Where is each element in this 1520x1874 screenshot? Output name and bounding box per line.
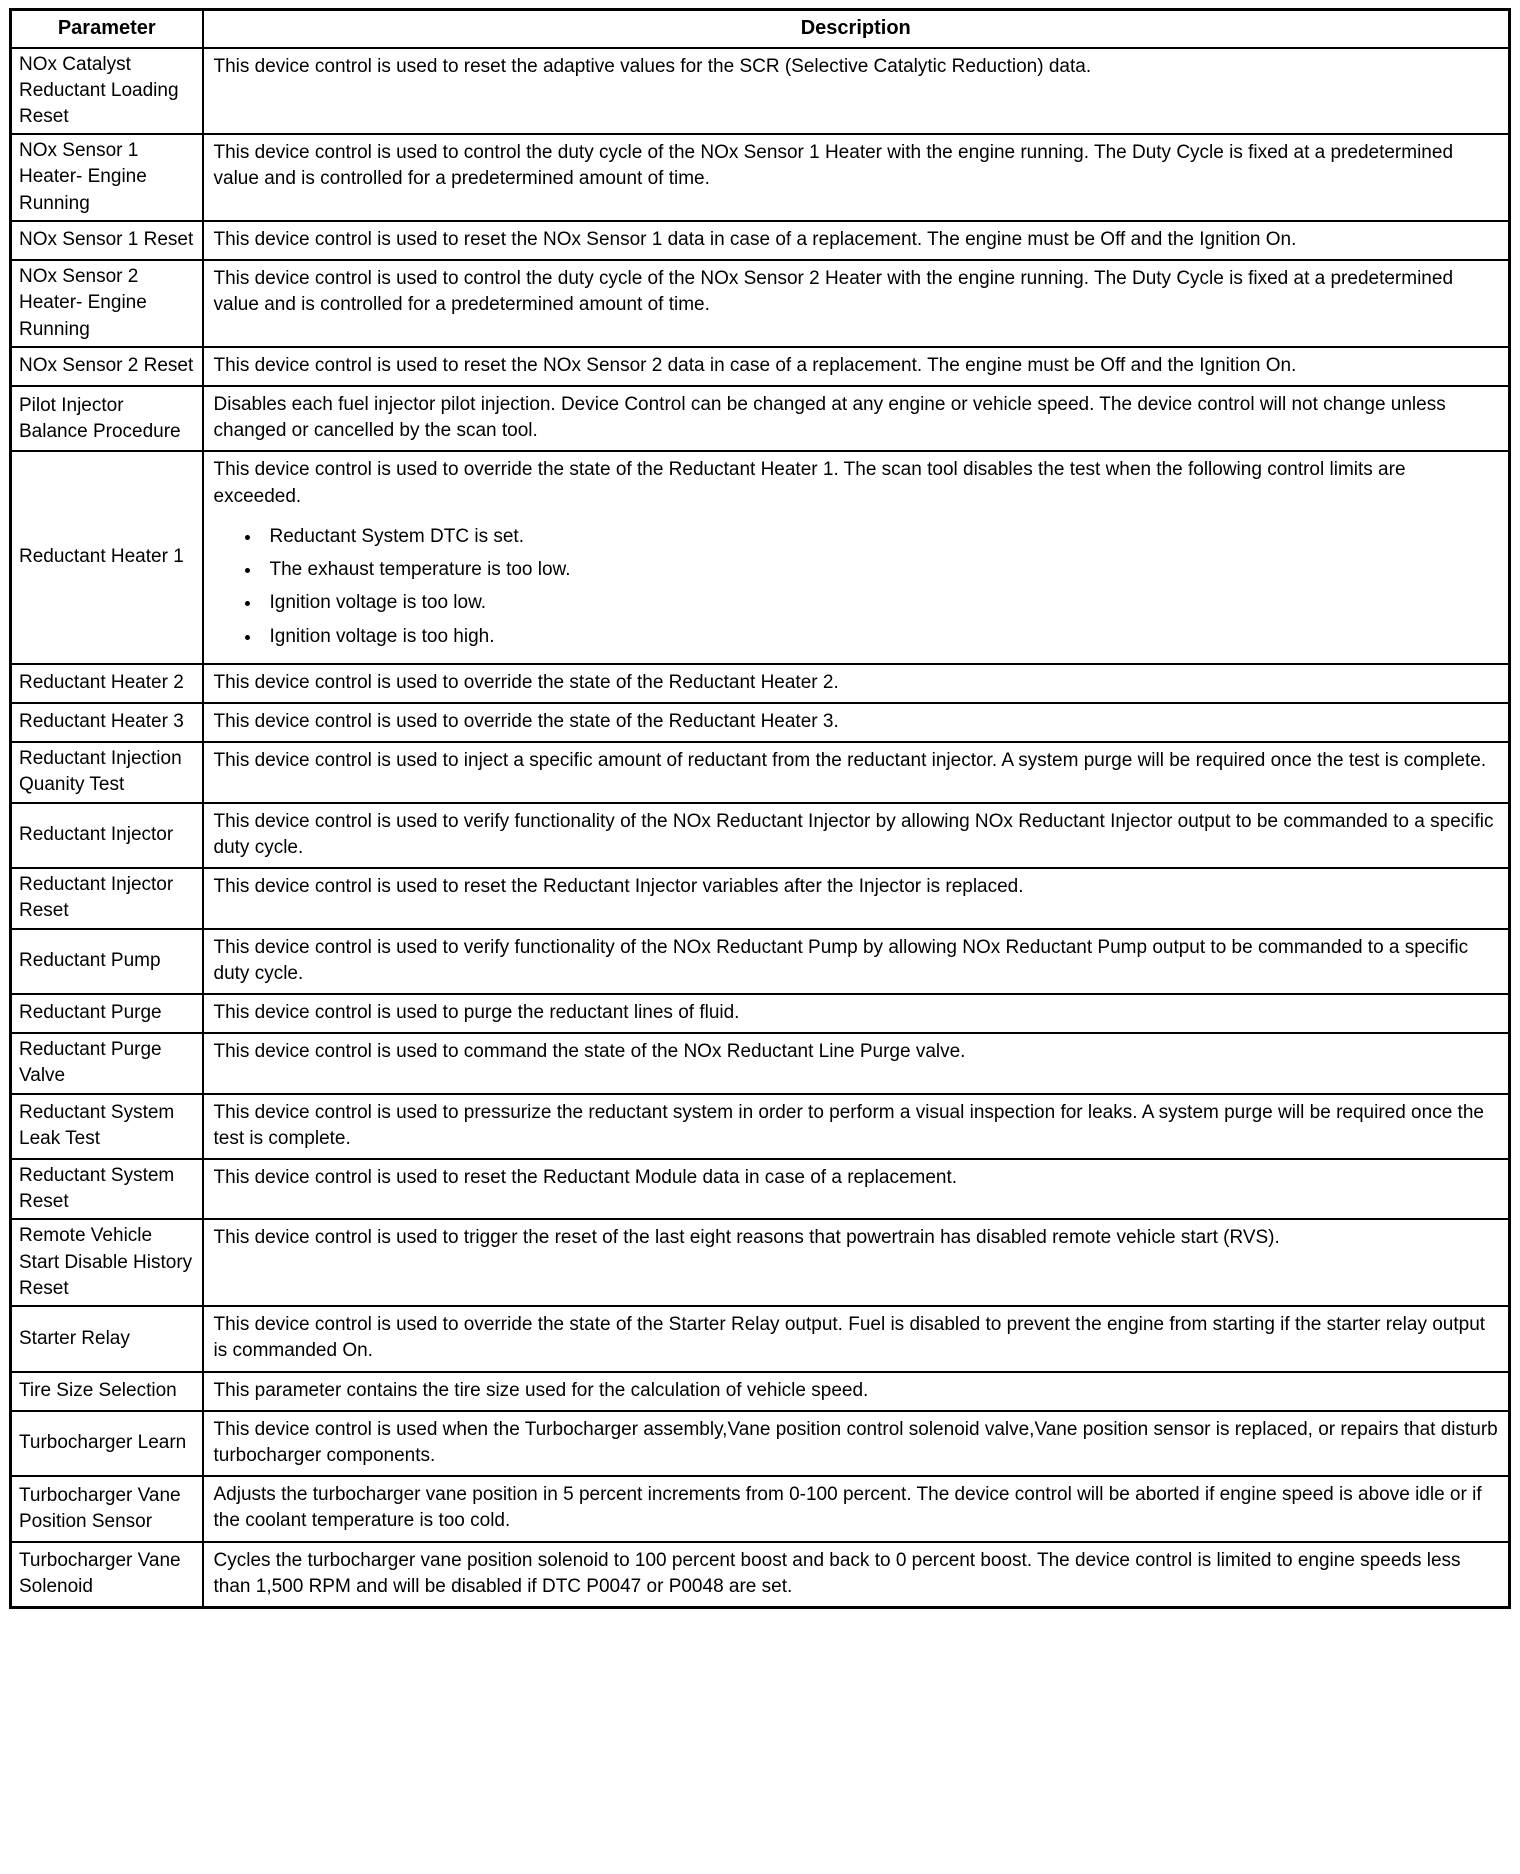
parameter-cell: Reductant Injector Reset	[11, 868, 203, 928]
description-cell	[203, 868, 1510, 928]
parameter-cell: Reductant System Leak Test	[11, 1094, 203, 1159]
parameter-cell: Reductant Pump	[11, 929, 203, 994]
description-text: This device control is used to reset the Reductant Injector variables after the Injector is replaced.	[213, 876, 1024, 898]
bullet-item: • Ignition voltage is too low.	[262, 590, 1499, 616]
bullet-item: • Reductant System DTC is set.	[262, 524, 1499, 550]
parameter-cell: Reductant Purge	[11, 994, 203, 1033]
description-text: This device control is used to override the state of the Reductant Heater 2.	[213, 671, 839, 693]
description-text: This device control is used to override the state of the Starter Relay output. Fuel is disabled to prevent the engine from starting if the starter relay output is commanded On.	[213, 1314, 1486, 1362]
table-row	[11, 221, 1510, 260]
description-text: This device control is used to verify functionality of the NOx Reductant Injector by allowing NOx Reductant Injector output to be commanded to a specific duty cycle.	[213, 810, 1494, 858]
table-row	[11, 1033, 1510, 1093]
header-row	[11, 10, 1510, 48]
description-text: Disables each fuel injector pilot injection. Device Control can be changed at any engine or vehicle speed. The device control will not change unless changed or cancelled by the scan tool.	[213, 394, 1446, 442]
table-row	[11, 260, 1510, 347]
table-row	[11, 1219, 1510, 1306]
parameter-column-header: Parameter	[11, 10, 203, 48]
description-text: Cycles the turbocharger vane position solenoid to 100 percent boost and back to 0 percent boost. The device control is limited to engine speeds less than 1,500 RPM and will be disabled if DTC P0047 or P0048 are set.	[213, 1549, 1461, 1597]
parameter-cell: Remote Vehicle Start Disable History Reset	[11, 1219, 203, 1306]
description-text: This device control is used to reset the NOx Sensor 1 data in case of a replacement. The engine must be Off and the Ignition On.	[213, 228, 1297, 250]
table-row	[11, 929, 1510, 994]
description-text: This device control is used to control the duty cycle of the NOx Sensor 2 Heater with the engine running. The Duty Cycle is fixed at a predetermined value and is controlled for a predetermined amount of time.	[213, 268, 1454, 316]
table-row	[11, 664, 1510, 703]
bullet-item: • The exhaust temperature is too low.	[262, 557, 1499, 583]
table-row	[11, 868, 1510, 928]
table-row	[11, 1372, 1510, 1411]
description-cell	[203, 260, 1510, 347]
parameter-cell: Pilot Injector Balance Procedure	[11, 386, 203, 451]
description-cell	[203, 1372, 1510, 1411]
table-row	[11, 994, 1510, 1033]
description-cell	[203, 48, 1510, 135]
description-cell	[203, 929, 1510, 994]
table-header	[11, 10, 1510, 48]
parameter-cell: Reductant Injector	[11, 803, 203, 868]
table-row	[11, 48, 1510, 135]
description-cell	[203, 1542, 1510, 1608]
description-cell	[203, 1411, 1510, 1476]
table-row	[11, 1542, 1510, 1608]
parameter-cell: Turbocharger Learn	[11, 1411, 203, 1476]
bullet-list	[214, 524, 1499, 650]
table-row	[11, 1094, 1510, 1159]
parameter-cell: NOx Sensor 1 Reset	[11, 221, 203, 260]
description-text: This device control is used to reset the NOx Sensor 2 data in case of a replacement. The engine must be Off and the Ignition On.	[213, 354, 1297, 376]
parameter-cell: Turbocharger Vane Solenoid	[11, 1542, 203, 1608]
table-row	[11, 1306, 1510, 1371]
description-cell	[203, 386, 1510, 451]
table-row	[11, 386, 1510, 451]
parameter-description-table	[9, 8, 1511, 1609]
description-text: This device control is used to control the duty cycle of the NOx Sensor 1 Heater with the engine running. The Duty Cycle is fixed at a predetermined value and is controlled for a predetermined amount of time.	[213, 142, 1454, 190]
parameter-cell: NOx Catalyst Reductant Loading Reset	[11, 48, 203, 135]
description-cell	[203, 1159, 1510, 1219]
description-cell	[203, 1476, 1510, 1541]
description-text: This device control is used to trigger the reset of the last eight reasons that powertrain has disabled remote vehicle start (RVS).	[213, 1227, 1280, 1249]
bullet-item: • Ignition voltage is too high.	[262, 624, 1499, 650]
parameter-cell: Reductant System Reset	[11, 1159, 203, 1219]
description-column-header: Description	[203, 10, 1510, 48]
table-row	[11, 347, 1510, 386]
description-text: This device control is used to reset the Reductant Module data in case of a replacement.	[213, 1167, 958, 1189]
description-cell	[203, 742, 1510, 802]
parameter-cell: NOx Sensor 1 Heater- Engine Running	[11, 134, 203, 221]
description-cell	[203, 664, 1510, 703]
table-row	[11, 742, 1510, 802]
parameter-cell: Reductant Heater 3	[11, 703, 203, 742]
parameter-cell: Turbocharger Vane Position Sensor	[11, 1476, 203, 1541]
parameter-cell: Reductant Heater 1	[11, 451, 203, 663]
table-row	[11, 1476, 1510, 1541]
description-cell	[203, 1306, 1510, 1371]
description-cell	[203, 703, 1510, 742]
table-row	[11, 1159, 1510, 1219]
parameter-cell: NOx Sensor 2 Reset	[11, 347, 203, 386]
description-text: This device control is used when the Turbocharger assembly,Vane position control solenoid valve,Vane position sensor is replaced, or repairs that disturb turbocharger components.	[213, 1418, 1498, 1466]
description-cell	[203, 347, 1510, 386]
description-cell	[203, 134, 1510, 221]
table-row	[11, 803, 1510, 868]
parameter-cell: Tire Size Selection	[11, 1372, 203, 1411]
description-cell	[203, 1219, 1510, 1306]
description-text: This device control is used to reset the adaptive values for the SCR (Selective Catalytic Reduction) data.	[213, 55, 1092, 77]
description-text: This device control is used to override the state of the Reductant Heater 1. The scan tool disables the test when the following control limits are exceeded.	[213, 459, 1406, 507]
description-text: This device control is used to pressurize the reductant system in order to perform a visual inspection for leaks. A system purge will be required once the test is complete.	[213, 1101, 1484, 1149]
description-text: This device control is used to override the state of the Reductant Heater 3.	[213, 710, 839, 732]
table-row	[11, 703, 1510, 742]
table-row	[11, 451, 1510, 663]
parameter-cell: Reductant Injection Quanity Test	[11, 742, 203, 802]
table-row	[11, 134, 1510, 221]
table-body	[11, 48, 1510, 1608]
parameter-cell: Reductant Purge Valve	[11, 1033, 203, 1093]
description-text: This device control is used to purge the reductant lines of fluid.	[213, 1001, 740, 1023]
description-text: This parameter contains the tire size used for the calculation of vehicle speed.	[213, 1379, 869, 1401]
description-cell	[203, 1033, 1510, 1093]
description-text: This device control is used to command the state of the NOx Reductant Line Purge valve.	[213, 1041, 966, 1063]
parameter-cell: Starter Relay	[11, 1306, 203, 1371]
description-text: Adjusts the turbocharger vane position in 5 percent increments from 0-100 percent. The device control will be aborted if engine speed is above idle or if the coolant temperature is too cold.	[213, 1484, 1482, 1532]
description-cell	[203, 1094, 1510, 1159]
description-cell	[203, 803, 1510, 868]
table-row	[11, 1411, 1510, 1476]
parameter-cell: Reductant Heater 2	[11, 664, 203, 703]
description-text: This device control is used to verify functionality of the NOx Reductant Pump by allowing NOx Reductant Pump output to be commanded to a specific duty cycle.	[213, 936, 1469, 984]
description-cell	[203, 451, 1510, 663]
description-cell	[203, 221, 1510, 260]
parameter-cell: NOx Sensor 2 Heater- Engine Running	[11, 260, 203, 347]
description-text: This device control is used to inject a specific amount of reductant from the reductant injector. A system purge will be required once the test is complete.	[213, 750, 1487, 772]
description-cell	[203, 994, 1510, 1033]
